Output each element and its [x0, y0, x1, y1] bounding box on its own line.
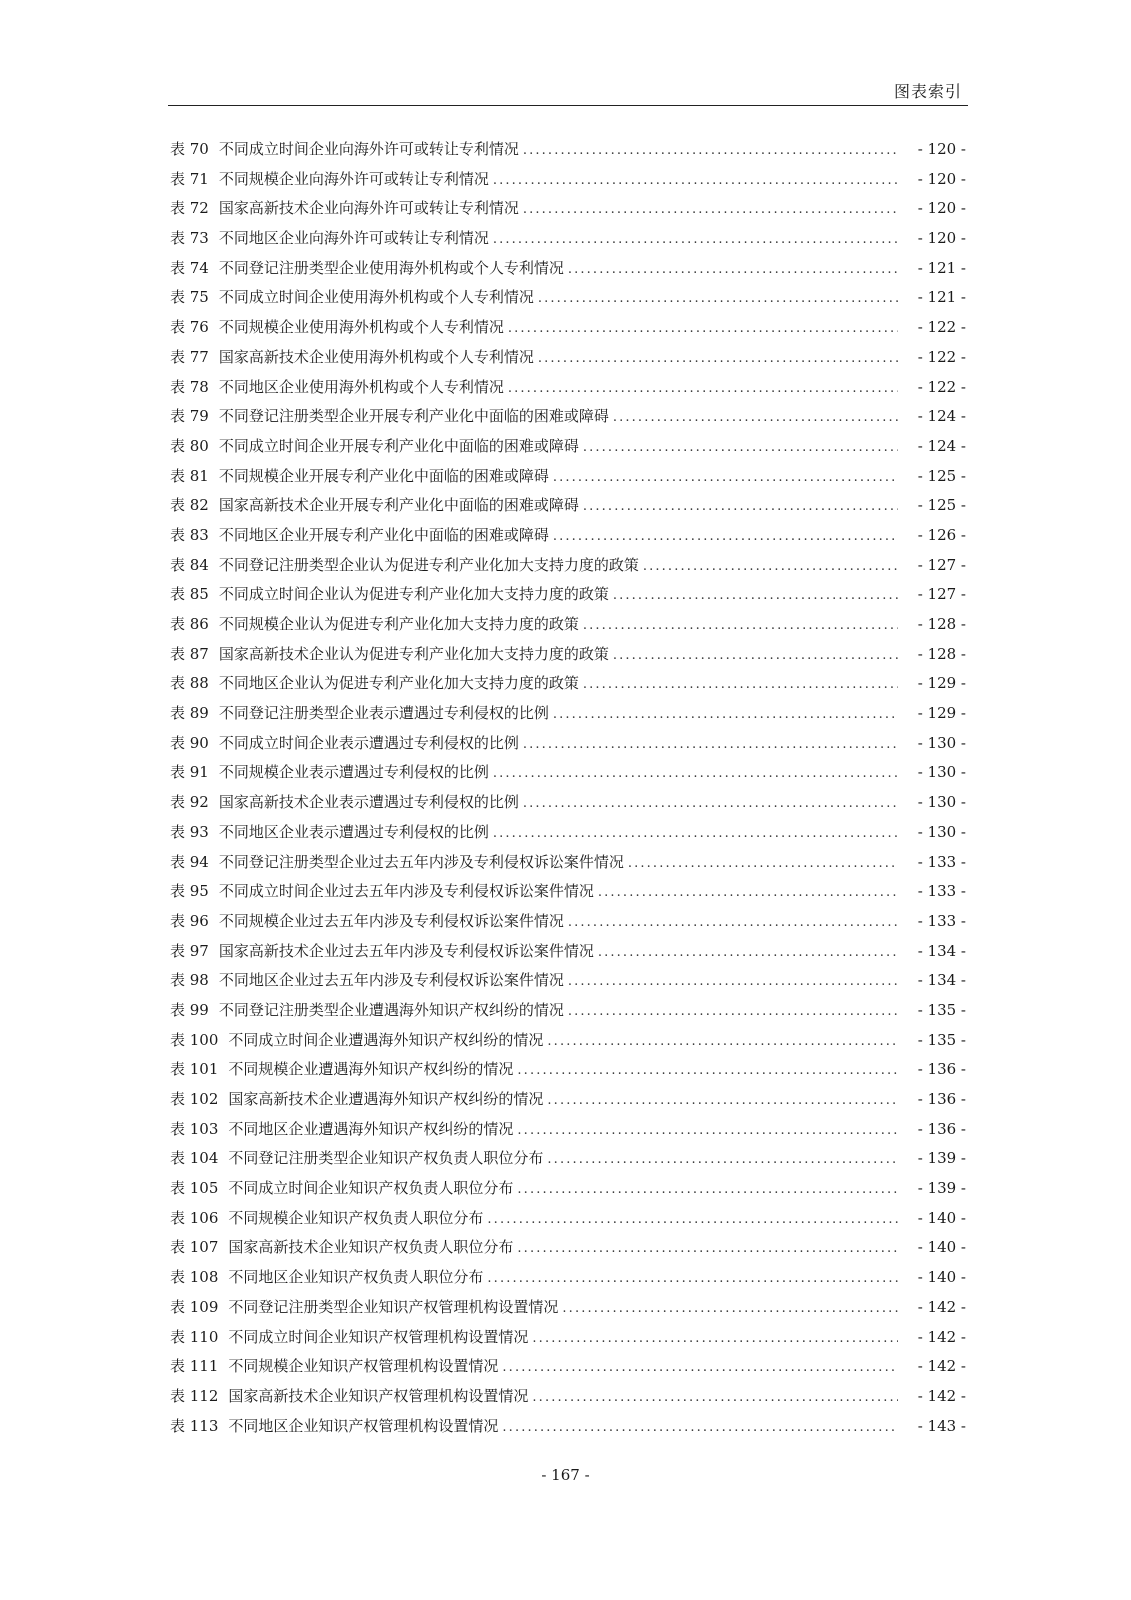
- toc-entry-title: 不同登记注册类型企业过去五年内涉及专利侵权诉讼案件情况: [218, 852, 624, 871]
- toc-leader-dots: [493, 232, 898, 247]
- toc-entry-page: - 136 -: [917, 1060, 966, 1079]
- toc-entry-page: - 120 -: [917, 199, 966, 218]
- running-header: [168, 77, 968, 106]
- toc-leader-dots: [583, 499, 898, 514]
- toc-entry-title: 不同规模企业遭遇海外知识产权纠纷的情况: [228, 1060, 514, 1079]
- toc-leader-dots: [613, 588, 898, 603]
- toc-entry-label: 表 100: [170, 1030, 219, 1049]
- toc-entry-title: 不同成立时间企业认为促进专利产业化加大支持力度的政策: [218, 585, 609, 604]
- toc-entry-label: 表 84: [170, 555, 209, 574]
- toc-entry-label: 表 113: [170, 1416, 219, 1435]
- toc-entry-title: 不同规模企业认为促进专利产业化加大支持力度的政策: [218, 615, 579, 633]
- toc-entry-label: 表 80: [170, 436, 209, 455]
- toc-entry-page: - 136 -: [917, 1090, 966, 1108]
- toc-entry-page: - 124 -: [917, 407, 966, 426]
- toc-leader-dots: [568, 1004, 898, 1019]
- toc-leader-dots: [568, 262, 898, 277]
- toc-entry-title: 不同规模企业向海外许可或转让专利情况: [218, 169, 489, 188]
- toc-entry-title: 不同成立时间企业知识产权负责人职位分布: [228, 1179, 514, 1198]
- toc-entry[interactable]: [170, 138, 966, 168]
- toc-entry-label: 表 98: [170, 971, 209, 990]
- toc-entry-label: 表 92: [170, 793, 209, 812]
- toc-entry-page: - 134 -: [917, 971, 966, 990]
- toc-leader-dots: [613, 648, 898, 663]
- toc-entry-title: 不同地区企业知识产权管理机构设置情况: [228, 1416, 499, 1435]
- toc-leader-dots: [538, 291, 898, 306]
- toc-leader-dots: [568, 915, 898, 930]
- toc-entry-page: - 142 -: [917, 1386, 966, 1405]
- toc-entry-label: 表 112: [170, 1386, 219, 1405]
- toc-entry-title: 不同成立时间企业使用海外机构或个人专利情况: [218, 288, 534, 307]
- toc-entry-label: 表 88: [170, 674, 209, 693]
- toc-entry-label: 表 109: [170, 1297, 219, 1316]
- toc-entry[interactable]: [170, 732, 966, 762]
- toc-entry-label: 表 102: [170, 1090, 219, 1108]
- toc-entry-title: 不同地区企业使用海外机构或个人专利情况: [218, 377, 504, 396]
- toc-entry[interactable]: [170, 1296, 966, 1326]
- toc-entry[interactable]: [170, 1326, 966, 1356]
- toc-entry-label: 表 104: [170, 1149, 219, 1168]
- toc-entry[interactable]: [170, 791, 966, 821]
- toc-entry[interactable]: [170, 494, 966, 524]
- toc-entry-page: - 121 -: [917, 258, 966, 277]
- toc-entry[interactable]: [170, 257, 966, 287]
- toc-entry-title: 国家高新技术企业过去五年内涉及专利侵权诉讼案件情况: [218, 941, 594, 960]
- toc-entry-page: - 120 -: [917, 169, 966, 188]
- toc-entry-title: 不同成立时间企业开展专利产业化中面临的困难或障碍: [218, 436, 579, 455]
- toc-entry-page: - 133 -: [917, 882, 966, 901]
- toc-entry-page: - 139 -: [917, 1179, 966, 1198]
- toc-entry-label: 表 97: [170, 941, 209, 960]
- toc-leader-dots: [517, 1063, 898, 1078]
- toc-entry-label: 表 105: [170, 1179, 219, 1198]
- toc-entry[interactable]: [170, 435, 966, 465]
- toc-entry-title: 不同成立时间企业表示遭遇过专利侵权的比例: [218, 733, 519, 752]
- toc-entry-label: 表 75: [170, 288, 209, 307]
- toc-entry-page: - 129 -: [917, 704, 966, 723]
- toc-entry-page: - 120 -: [917, 140, 966, 158]
- toc-leader-dots: [613, 410, 898, 425]
- toc-leader-dots: [532, 1331, 898, 1346]
- toc-entry-page: - 122 -: [917, 377, 966, 396]
- toc-entry-label: 表 85: [170, 585, 209, 604]
- toc-leader-dots: [538, 351, 898, 366]
- toc-entry-title: 不同登记注册类型企业表示遭遇过专利侵权的比例: [218, 704, 549, 723]
- toc-entry-label: 表 73: [170, 229, 209, 248]
- toc-leader-dots: [598, 885, 898, 900]
- toc-entry-label: 表 103: [170, 1119, 219, 1138]
- toc-entry-page: - 129 -: [917, 674, 966, 693]
- toc-entry-title: 国家高新技术企业知识产权管理机构设置情况: [228, 1386, 529, 1405]
- toc-leader-dots: [517, 1182, 898, 1197]
- toc-leader-dots: [493, 826, 898, 841]
- toc-entry-page: - 134 -: [917, 941, 966, 960]
- toc-leader-dots: [628, 856, 898, 871]
- toc-entry[interactable]: [170, 227, 966, 257]
- toc-entry-title: 不同地区企业过去五年内涉及专利侵权诉讼案件情况: [218, 971, 564, 990]
- toc-leader-dots: [508, 381, 898, 396]
- toc-entry-label: 表 86: [170, 615, 209, 633]
- toc-leader-dots: [523, 143, 898, 158]
- toc-entry-label: 表 91: [170, 763, 209, 782]
- toc-entry-page: - 121 -: [917, 288, 966, 307]
- toc-entry[interactable]: [170, 643, 966, 673]
- toc-entry[interactable]: [170, 1236, 966, 1266]
- toc-entry-label: 表 76: [170, 318, 209, 337]
- toc-entry[interactable]: [170, 672, 966, 702]
- toc-entry-title: 不同地区企业向海外许可或转让专利情况: [218, 229, 489, 248]
- toc-leader-dots: [517, 1241, 898, 1256]
- toc-entry-label: 表 108: [170, 1268, 219, 1287]
- toc-entry[interactable]: [170, 940, 966, 970]
- toc-entry-label: 表 107: [170, 1238, 219, 1257]
- toc-entry-page: - 135 -: [917, 1000, 966, 1019]
- toc-entry-title: 不同地区企业遭遇海外知识产权纠纷的情况: [228, 1119, 514, 1138]
- toc-entry[interactable]: [170, 1207, 966, 1237]
- header-title: 图表索引: [893, 82, 962, 101]
- toc-entry-title: 国家高新技术企业开展专利产业化中面临的困难或障碍: [218, 496, 579, 515]
- toc-entry-label: 表 110: [170, 1327, 219, 1346]
- toc-entry-label: 表 82: [170, 496, 209, 515]
- toc-entry[interactable]: [170, 524, 966, 554]
- toc-entry-title: 不同登记注册类型企业使用海外机构或个人专利情况: [218, 258, 564, 277]
- toc-entry-title: 不同登记注册类型企业开展专利产业化中面临的困难或障碍: [218, 407, 609, 426]
- toc-entry-label: 表 72: [170, 199, 209, 218]
- toc-entry[interactable]: [170, 1385, 966, 1415]
- toc-entry-title: 不同地区企业认为促进专利产业化加大支持力度的政策: [218, 674, 579, 693]
- toc-entry-title: 不同登记注册类型企业知识产权管理机构设置情况: [228, 1297, 559, 1316]
- toc-entry[interactable]: [170, 1355, 966, 1385]
- toc-entry-page: - 142 -: [917, 1297, 966, 1316]
- toc-entry-title: 不同成立时间企业过去五年内涉及专利侵权诉讼案件情况: [218, 882, 594, 901]
- toc-entry-title: 国家高新技术企业知识产权负责人职位分布: [228, 1238, 514, 1257]
- toc-leader-dots: [487, 1271, 898, 1286]
- toc-entry[interactable]: [170, 1266, 966, 1296]
- toc-entry-page: - 127 -: [917, 555, 966, 574]
- toc-leader-dots: [493, 766, 898, 781]
- toc-entry-title: 不同成立时间企业向海外许可或转让专利情况: [218, 140, 519, 158]
- toc-entry[interactable]: [170, 1118, 966, 1148]
- toc-entry[interactable]: [170, 583, 966, 613]
- toc-entry-page: - 125 -: [917, 496, 966, 515]
- toc-leader-dots: [547, 1034, 898, 1049]
- toc-entry-label: 表 94: [170, 852, 209, 871]
- toc-leader-dots: [517, 1123, 898, 1138]
- toc-entry[interactable]: [170, 316, 966, 346]
- toc-leader-dots: [553, 707, 898, 722]
- toc-entry-label: 表 78: [170, 377, 209, 396]
- toc-entry-title: 不同地区企业开展专利产业化中面临的困难或障碍: [218, 525, 549, 544]
- toc-entry-page: - 125 -: [917, 466, 966, 485]
- toc-entry-page: - 127 -: [917, 585, 966, 604]
- toc-entry[interactable]: [170, 1058, 966, 1088]
- toc-entry-page: - 128 -: [917, 615, 966, 633]
- toc-entry-page: - 140 -: [917, 1208, 966, 1227]
- toc-entry-label: 表 77: [170, 347, 209, 366]
- toc-entry-page: - 120 -: [917, 229, 966, 248]
- toc-entry-title: 国家高新技术企业使用海外机构或个人专利情况: [218, 347, 534, 366]
- toc-entry[interactable]: [170, 168, 966, 198]
- toc-leader-dots: [502, 1360, 898, 1375]
- toc-entry[interactable]: [170, 1147, 966, 1177]
- toc-entry[interactable]: [170, 1088, 966, 1118]
- toc-leader-dots: [502, 1420, 898, 1435]
- toc-leader-dots: [598, 945, 898, 960]
- toc-entry-title: 不同规模企业使用海外机构或个人专利情况: [218, 318, 504, 337]
- toc-entry-label: 表 95: [170, 882, 209, 901]
- toc-entry-page: - 135 -: [917, 1030, 966, 1049]
- toc-entry-label: 表 89: [170, 704, 209, 723]
- toc-entry[interactable]: [170, 821, 966, 851]
- toc-entry-label: 表 106: [170, 1208, 219, 1227]
- toc-entry-page: - 140 -: [917, 1238, 966, 1257]
- toc-entry-title: 不同规模企业过去五年内涉及专利侵权诉讼案件情况: [218, 911, 564, 930]
- toc-entry[interactable]: [170, 197, 966, 227]
- toc-entry-title: 国家高新技术企业认为促进专利产业化加大支持力度的政策: [218, 644, 609, 663]
- toc-entry-page: - 139 -: [917, 1149, 966, 1168]
- toc-entry-label: 表 70: [170, 140, 209, 158]
- toc-entry-title: 不同规模企业开展专利产业化中面临的困难或障碍: [218, 466, 549, 485]
- toc-leader-dots: [583, 618, 898, 633]
- toc-entry-title: 国家高新技术企业遭遇海外知识产权纠纷的情况: [228, 1090, 544, 1108]
- toc-entry[interactable]: [170, 761, 966, 791]
- toc-entry[interactable]: [170, 1177, 966, 1207]
- toc-leader-dots: [568, 974, 898, 989]
- toc-entry[interactable]: [170, 880, 966, 910]
- toc-entry-title: 不同登记注册类型企业遭遇海外知识产权纠纷的情况: [218, 1000, 564, 1019]
- toc-entry-title: 不同成立时间企业遭遇海外知识产权纠纷的情况: [228, 1030, 544, 1049]
- toc-entry-page: - 133 -: [917, 852, 966, 871]
- toc-entry-label: 表 93: [170, 822, 209, 841]
- toc-entry-page: - 133 -: [917, 911, 966, 930]
- toc-entry[interactable]: [170, 1029, 966, 1059]
- toc-entry-label: 表 101: [170, 1060, 219, 1079]
- toc-entry[interactable]: [170, 465, 966, 495]
- toc-entry-page: - 130 -: [917, 733, 966, 752]
- toc-entry-page: - 122 -: [917, 318, 966, 337]
- toc-entry-page: - 142 -: [917, 1327, 966, 1346]
- toc-entry[interactable]: [170, 999, 966, 1029]
- toc-entry-label: 表 99: [170, 1000, 209, 1019]
- toc-entry[interactable]: [170, 405, 966, 435]
- toc-entry[interactable]: [170, 346, 966, 376]
- toc-entry-title: 不同规模企业知识产权管理机构设置情况: [228, 1357, 499, 1376]
- toc-entry-page: - 126 -: [917, 525, 966, 544]
- toc-leader-dots: [562, 1301, 898, 1316]
- toc-entry-title: 不同地区企业知识产权负责人职位分布: [228, 1268, 484, 1287]
- toc-leader-dots: [643, 559, 898, 574]
- toc-entry[interactable]: [170, 910, 966, 940]
- toc-entry-label: 表 111: [170, 1357, 219, 1376]
- toc-entry-label: 表 87: [170, 644, 209, 663]
- toc-leader-dots: [487, 1212, 898, 1227]
- toc-leader-dots: [553, 470, 898, 485]
- toc-entry-title: 不同登记注册类型企业知识产权负责人职位分布: [228, 1149, 544, 1168]
- toc-entry[interactable]: [170, 702, 966, 732]
- toc-entry-page: - 130 -: [917, 822, 966, 841]
- toc-entry-title: 不同地区企业表示遭遇过专利侵权的比例: [218, 822, 489, 841]
- toc-entry-title: 不同成立时间企业知识产权管理机构设置情况: [228, 1327, 529, 1346]
- toc-entry-title: 国家高新技术企业表示遭遇过专利侵权的比例: [218, 793, 519, 812]
- toc-entry-page: - 143 -: [917, 1416, 966, 1435]
- toc-entry-label: 表 79: [170, 407, 209, 426]
- toc-entry[interactable]: [170, 1415, 966, 1445]
- toc-leader-dots: [523, 737, 898, 752]
- toc-entry[interactable]: [170, 376, 966, 406]
- toc-entry-page: - 122 -: [917, 347, 966, 366]
- toc-entry-label: 表 74: [170, 258, 209, 277]
- toc-leader-dots: [532, 1390, 898, 1405]
- toc-leader-dots: [553, 529, 898, 544]
- page-number: - 167 -: [541, 1466, 590, 1484]
- toc-entry-page: - 124 -: [917, 436, 966, 455]
- toc-entry-title: 国家高新技术企业向海外许可或转让专利情况: [218, 199, 519, 218]
- toc-entry[interactable]: [170, 613, 966, 643]
- toc-leader-dots: [523, 202, 898, 217]
- toc-entry[interactable]: [170, 554, 966, 584]
- toc-leader-dots: [583, 677, 898, 692]
- toc-entry-title: 不同登记注册类型企业认为促进专利产业化加大支持力度的政策: [218, 555, 639, 574]
- toc-entry-label: 表 96: [170, 911, 209, 930]
- toc-entry-page: - 136 -: [917, 1119, 966, 1138]
- toc-leader-dots: [508, 321, 898, 336]
- toc-entry-page: - 130 -: [917, 793, 966, 812]
- toc-entry-page: - 128 -: [917, 644, 966, 663]
- toc-entry-label: 表 71: [170, 169, 209, 188]
- toc-entry-label: 表 90: [170, 733, 209, 752]
- toc-entry-page: - 140 -: [917, 1268, 966, 1287]
- toc-entry[interactable]: [170, 969, 966, 999]
- toc-leader-dots: [523, 796, 898, 811]
- toc-leader-dots: [493, 173, 898, 188]
- toc-leader-dots: [547, 1152, 898, 1167]
- toc-entry-label: 表 83: [170, 525, 209, 544]
- toc-entry-page: - 130 -: [917, 763, 966, 782]
- toc-leader-dots: [583, 440, 898, 455]
- toc-entry-label: 表 81: [170, 466, 209, 485]
- toc-entry-title: 不同规模企业知识产权负责人职位分布: [228, 1208, 484, 1227]
- toc-entry[interactable]: [170, 286, 966, 316]
- toc-entry[interactable]: [170, 851, 966, 881]
- table-index-list: [170, 138, 966, 1444]
- toc-entry-title: 不同规模企业表示遭遇过专利侵权的比例: [218, 763, 489, 782]
- toc-leader-dots: [547, 1093, 898, 1108]
- toc-entry-page: - 142 -: [917, 1357, 966, 1376]
